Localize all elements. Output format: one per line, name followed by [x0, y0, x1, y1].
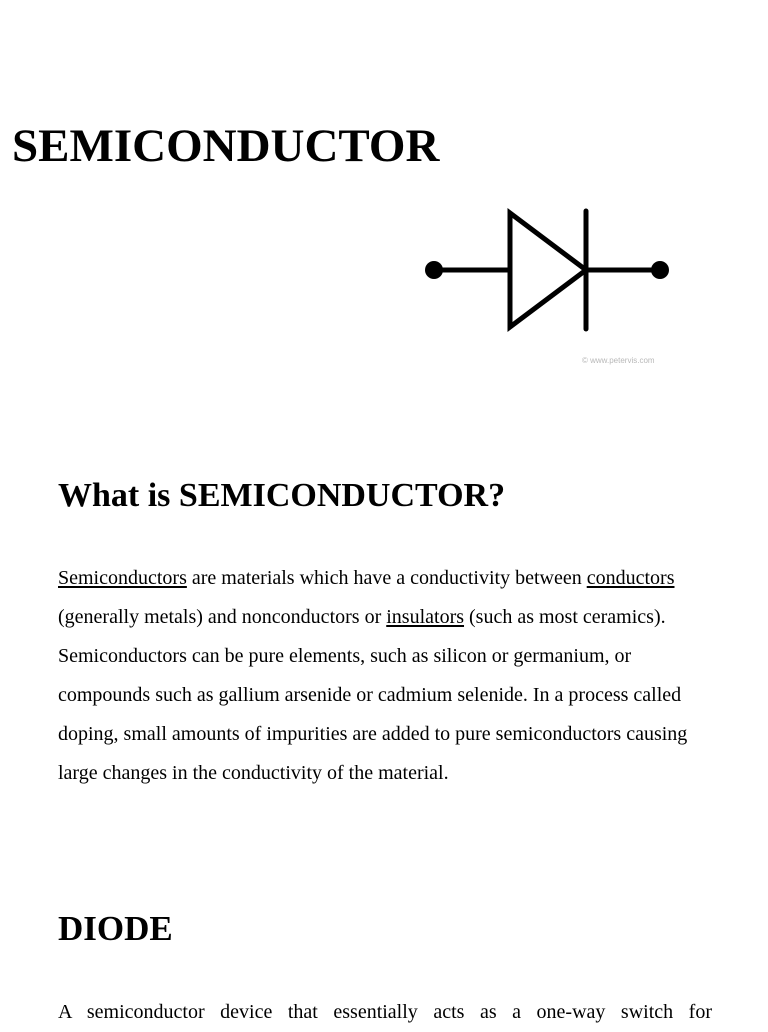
- diode-cathode-terminal: [651, 261, 669, 279]
- semiconductors-link[interactable]: Semiconductors: [58, 567, 187, 589]
- diode-definition-paragraph: A semiconductor device that essentially acts as a one-way switch for: [58, 1001, 712, 1023]
- semiconductor-definition-paragraph: [58, 559, 712, 793]
- page-title: SEMICONDUCTOR: [12, 120, 440, 172]
- section-heading-what-is-semiconductor: What is SEMICONDUCTOR?: [58, 477, 506, 514]
- watermark: © www.petervis.com: [582, 356, 655, 365]
- section-heading-diode: DIODE: [58, 909, 173, 948]
- diode-triangle: [510, 213, 586, 327]
- diode-figure: [420, 200, 680, 375]
- paragraph-text: (generally metals) and nonconductors or: [58, 606, 387, 628]
- paragraph-text: are materials which have a conductivity between: [186, 567, 587, 589]
- diode-symbol-icon: [420, 200, 680, 375]
- conductors-link[interactable]: conductors: [586, 567, 675, 589]
- insulators-link[interactable]: insulators: [386, 606, 465, 628]
- diode-anode-terminal: [425, 261, 443, 279]
- paragraph-text: (such as most ceramics). Semiconductors can be pure elements, such as silicon or germanium, or compounds such as gallium arsenide or cadmium selenide. In a process called doping, small amounts of impurities are added to pure semiconductors causing large changes in the conductivity of the material.: [58, 606, 688, 784]
